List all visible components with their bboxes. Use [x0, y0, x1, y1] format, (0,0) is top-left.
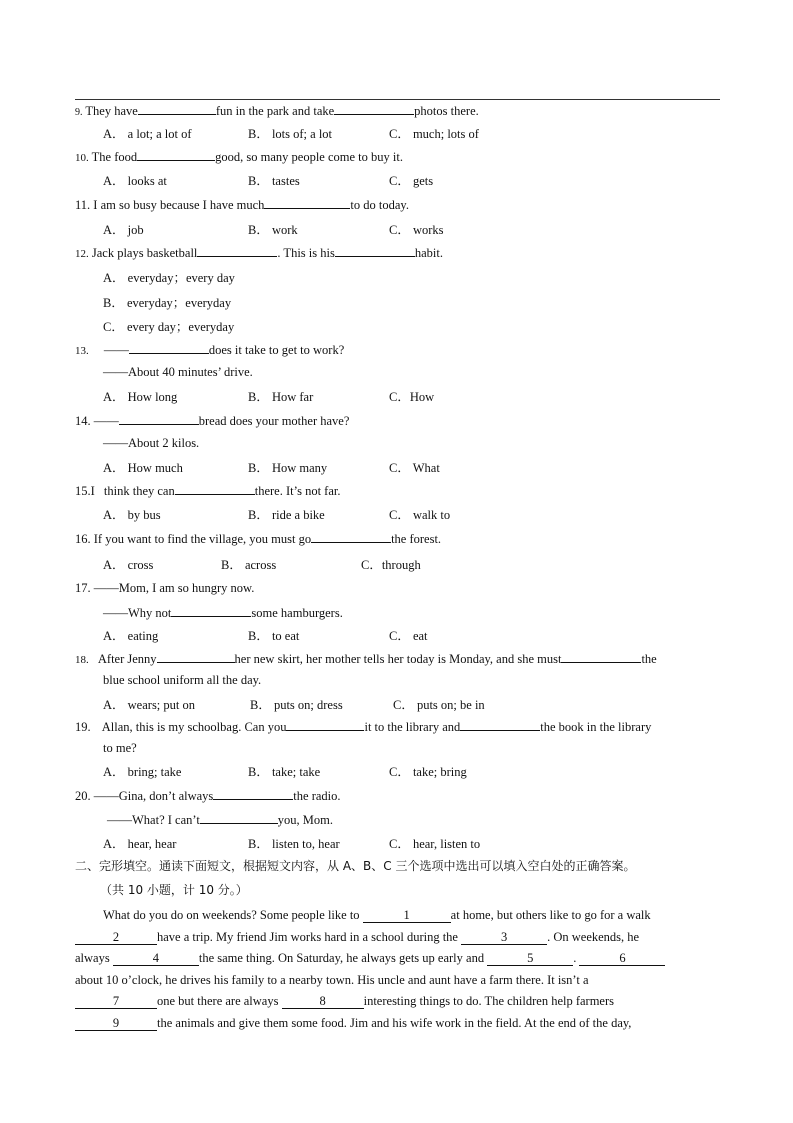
passage-text: the same thing. On Saturday, he always gets up early and	[198, 951, 485, 965]
question-number: 13.	[75, 345, 89, 357]
question-text: to do today.	[350, 198, 409, 212]
cloze-blank-5: 5	[487, 951, 573, 966]
question-text: bread does your mother have?	[198, 414, 350, 428]
answer-blank	[286, 718, 364, 731]
question-text: think they can	[103, 484, 175, 498]
option-b: B． How far	[248, 390, 314, 404]
answer-blank	[213, 787, 293, 800]
passage-text: What do you do on weekends? Some people like to	[103, 908, 360, 922]
option-c: C． puts on; be in	[393, 698, 485, 712]
option-c: C． gets	[389, 174, 434, 188]
option-c: C． What	[389, 461, 440, 475]
passage-text: interesting things to do. The children help farmers	[363, 994, 615, 1008]
passage-text: one but there are always	[157, 994, 279, 1008]
option-c: C． eat	[389, 629, 428, 643]
section-title: 二、完形填空。通读下面短文，根据短文内容，从 A、B、C 三个选项中选出可以填入空白处的正确答案。	[75, 859, 636, 873]
answer-blank	[175, 482, 255, 495]
option-a: A． cross	[103, 558, 154, 572]
question-16	[75, 530, 441, 547]
question-13	[75, 341, 344, 359]
question-text: good, so many people come to buy it.	[215, 150, 403, 164]
question-text: If you want to find the village, you must go	[93, 532, 312, 546]
passage-text: .	[573, 951, 577, 965]
reply-text: ——About 40 minutes’ drive.	[103, 365, 253, 379]
reply-text: ——About 2 kilos.	[103, 436, 200, 450]
passage-line-4: about 10 o’clock, he drives his family to a nearby town. His uncle and aunt have a farm there. It isn’t a	[75, 973, 589, 987]
question-9	[75, 102, 479, 121]
passage-text: the animals and give them some food. Jim and his wife work in the field. At the end of the day,	[157, 1016, 632, 1030]
question-number: 18.	[75, 654, 89, 666]
option-a: A． eating	[103, 629, 159, 643]
passage-text: at home, but others like to go for a walk	[450, 908, 651, 922]
question-text: the radio.	[293, 789, 341, 803]
option-c: C．How	[389, 390, 435, 404]
question-text: Jack plays basketball	[91, 246, 198, 260]
passage-line-2	[75, 929, 639, 945]
question-number: 19.	[75, 720, 91, 734]
question-text: fun in the park and take	[215, 104, 335, 118]
question-number: 11.	[75, 198, 91, 212]
question-text: They have	[85, 104, 138, 118]
question-11	[75, 196, 409, 213]
question-text: her new skirt, her mother tells her today is Monday, and she must	[234, 652, 562, 666]
question-text: the book in the library	[540, 720, 652, 734]
option-b: B． tastes	[248, 174, 300, 188]
question-text: ——	[103, 343, 129, 357]
option-b: B． across	[221, 558, 277, 572]
cloze-blank-1: 1	[363, 908, 451, 923]
question-12	[75, 244, 443, 262]
question-text: does it take to get to work?	[208, 343, 345, 357]
answer-blank	[171, 604, 251, 617]
option-a: A． by bus	[103, 508, 161, 522]
answer-blank	[311, 530, 391, 543]
question-text: ——	[93, 414, 119, 428]
reply-text: ——Why not	[103, 606, 172, 620]
header-rule	[75, 99, 720, 100]
reply-line	[103, 604, 343, 621]
passage-text: . On weekends, he	[547, 930, 640, 944]
option-c: C． works	[389, 223, 444, 237]
option-c: C． walk to	[389, 508, 451, 522]
option-c: C． every day；everyday	[103, 320, 235, 334]
option-a: A． wears; put on	[103, 698, 195, 712]
question-19	[75, 718, 651, 735]
question-number: 12.	[75, 248, 89, 260]
question-text: I am so busy because I have much	[93, 198, 265, 212]
option-a: A． everyday；every day	[103, 271, 235, 285]
option-b: B． work	[248, 223, 298, 237]
cloze-blank-7: 7	[75, 994, 157, 1009]
question-text: habit.	[414, 246, 443, 260]
option-a: A． How long	[103, 390, 178, 404]
question-text: the forest.	[391, 532, 442, 546]
passage-line-6	[75, 1015, 631, 1031]
question-text: the	[641, 652, 657, 666]
option-a: A． a lot; a lot of	[103, 127, 192, 141]
question-number: 9.	[75, 107, 83, 118]
question-10	[75, 148, 403, 166]
question-18	[75, 650, 657, 668]
question-number: 16.	[75, 532, 91, 546]
option-b: B． take; take	[248, 765, 321, 779]
option-a: A． looks at	[103, 174, 167, 188]
cloze-blank-9: 9	[75, 1016, 157, 1031]
question-text-cont: to me?	[103, 741, 137, 755]
passage-text: always	[75, 951, 110, 965]
answer-blank	[200, 811, 278, 824]
section-subtitle: （共 10 小题，计 10 分。）	[100, 883, 248, 897]
option-c: C． take; bring	[389, 765, 467, 779]
question-text: ——Mom, I am so hungry now.	[93, 581, 255, 595]
reply-line	[107, 811, 333, 828]
answer-blank	[460, 718, 540, 731]
answer-blank	[561, 650, 641, 663]
option-a: A． bring; take	[103, 765, 182, 779]
reply-text: you, Mom.	[277, 813, 334, 827]
option-b: B． lots of; a lot	[248, 127, 333, 141]
question-number: 20.	[75, 789, 91, 803]
question-text: After Jenny	[97, 652, 157, 666]
option-b: B． puts on; dress	[250, 698, 343, 712]
answer-blank	[129, 341, 209, 354]
question-17	[75, 580, 254, 596]
option-c: C．through	[361, 558, 421, 572]
option-b: B． everyday；everyday	[103, 296, 232, 310]
passage-text: have a trip. My friend Jim works hard in a school during the	[157, 930, 458, 944]
option-b: B． How many	[248, 461, 328, 475]
question-number: 10.	[75, 152, 89, 164]
cloze-blank-4: 4	[113, 951, 199, 966]
question-15	[75, 482, 341, 499]
option-b: B． to eat	[248, 629, 300, 643]
cloze-blank-8: 8	[282, 994, 364, 1009]
reply-text: some hamburgers.	[251, 606, 343, 620]
option-a: A． job	[103, 223, 144, 237]
answer-blank	[334, 102, 414, 115]
answer-blank	[335, 244, 415, 257]
question-text: The food	[91, 150, 138, 164]
passage-line-3	[75, 950, 665, 966]
question-number: 14.	[75, 414, 91, 428]
passage-line-1	[103, 907, 651, 923]
answer-blank	[137, 148, 215, 161]
question-text: it to the library and	[364, 720, 461, 734]
question-number: 17.	[75, 581, 91, 595]
answer-blank	[157, 650, 235, 663]
answer-blank	[138, 102, 216, 115]
option-c: C． much; lots of	[389, 127, 479, 141]
question-text: ——Gina, don’t always	[93, 789, 214, 803]
passage-line-5	[75, 993, 614, 1009]
cloze-blank-6: 6	[579, 951, 665, 966]
question-number: 15.I	[75, 484, 95, 498]
cloze-blank-2: 2	[75, 930, 157, 945]
cloze-blank-3: 3	[461, 930, 547, 945]
option-a: A． How much	[103, 461, 183, 475]
reply-text: ——What? I can’t	[107, 813, 200, 827]
question-text: Allan, this is my schoolbag. Can you	[101, 720, 287, 734]
question-text-cont: blue school uniform all the day.	[103, 673, 262, 687]
question-text: photos there.	[414, 104, 479, 118]
answer-blank	[119, 412, 199, 425]
answer-blank	[197, 244, 277, 257]
question-20	[75, 787, 341, 804]
question-14	[75, 412, 349, 429]
question-text: there. It’s not far.	[254, 484, 341, 498]
option-c: C． hear, listen to	[389, 837, 481, 851]
option-b: B． listen to, hear	[248, 837, 340, 851]
answer-blank	[264, 196, 350, 209]
option-a: A． hear, hear	[103, 837, 177, 851]
option-b: B． ride a bike	[248, 508, 325, 522]
question-text: . This is his	[277, 246, 335, 260]
